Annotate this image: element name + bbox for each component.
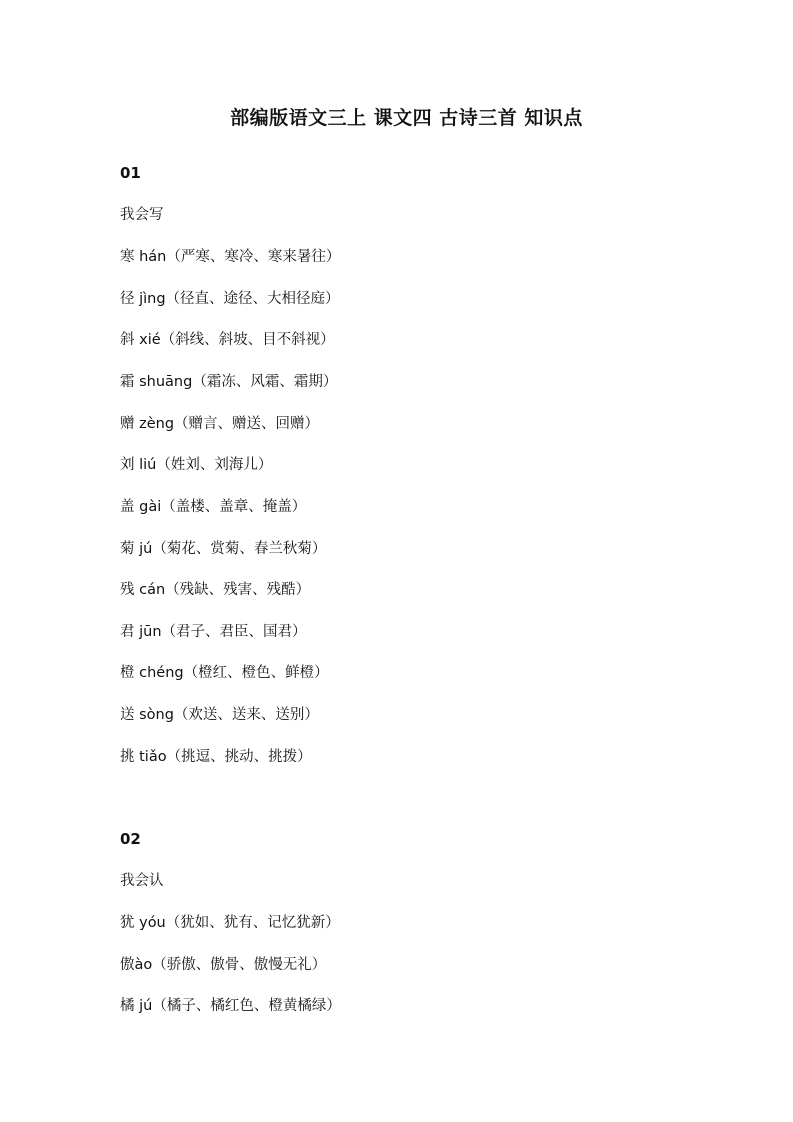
section-number-02: 02	[120, 830, 141, 848]
vocab-entry: 斜 xié（斜线、斜坡、目不斜视）	[120, 332, 335, 348]
vocab-entry: 径 jìng（径直、途径、大相径庭）	[120, 291, 340, 307]
section-heading-write: 我会写	[120, 207, 164, 223]
vocab-entry: 橙 chéng（橙红、橙色、鲜橙）	[120, 665, 329, 681]
vocab-entry: 送 sòng（欢送、送来、送别）	[120, 707, 319, 723]
section-number-01: 01	[120, 164, 141, 182]
vocab-entry: 橘 jú（橘子、橘红色、橙黄橘绿）	[120, 998, 341, 1014]
vocab-entry: 犹 yóu（犹如、犹有、记忆犹新）	[120, 915, 340, 931]
vocab-entry: 君 jūn（君子、君臣、国君）	[120, 624, 307, 640]
section-heading-recognize: 我会认	[120, 873, 164, 889]
vocab-entry: 傲ào（骄傲、傲骨、傲慢无礼）	[120, 957, 327, 973]
vocab-entry: 残 cán（残缺、残害、残酷）	[120, 582, 311, 598]
vocab-entry: 霜 shuāng（霜冻、风霜、霜期）	[120, 374, 338, 390]
vocab-entry: 盖 gài（盖楼、盖章、掩盖）	[120, 499, 307, 515]
vocab-entry: 刘 liú（姓刘、刘海儿）	[120, 457, 273, 473]
vocab-entry: 寒 hán（严寒、寒冷、寒来暑往）	[120, 249, 341, 265]
vocab-entry: 菊 jú（菊花、赏菊、春兰秋菊）	[120, 541, 327, 557]
page-title: 部编版语文三上 课文四 古诗三首 知识点	[230, 107, 583, 129]
vocab-entry: 赠 zèng（赠言、赠送、回赠）	[120, 416, 320, 432]
vocab-entry: 挑 tiǎo（挑逗、挑动、挑拨）	[120, 749, 312, 765]
